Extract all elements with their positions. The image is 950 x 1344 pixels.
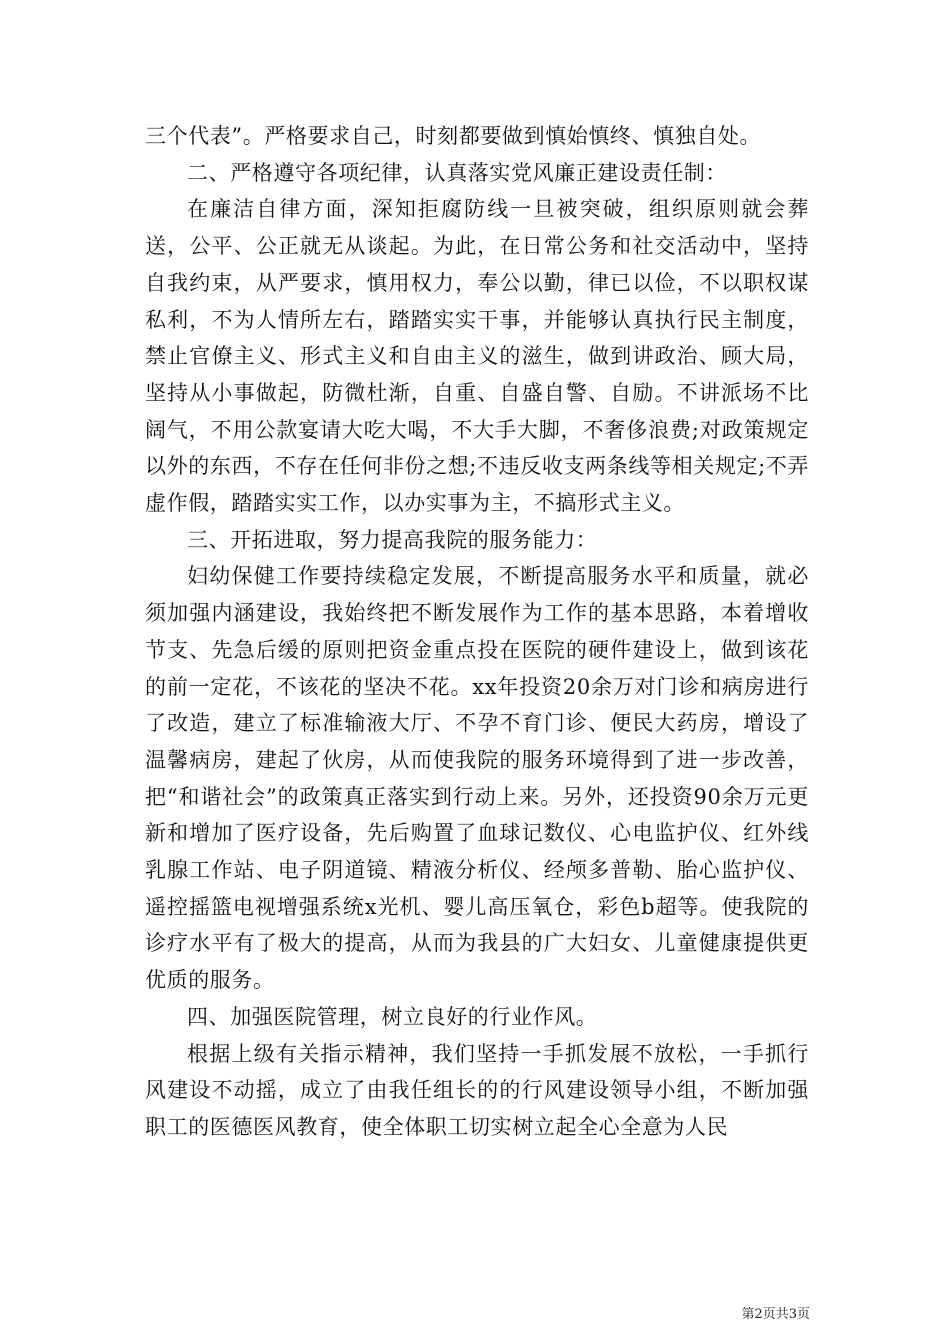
paragraph-service-capacity: 妇幼保健工作要持续稳定发展，不断提高服务水平和质量，就必须加强内涵建设，我始终把不断发展作为工作的基本思路，本着增收节支、先急后缓的原则把资金重点投在医院的硬件建设上，做到该花的前一定花，不该花的坚决不花。xx年投资20余万对门诊和病房进行了改造，建立了标准输液大厅、不孕不育门诊、便民大药房，增设了温馨病房，建起了伙房，从而使我院的服务环境得到了进一步改善，把“和谐社会”的政策真正落实到行动上来。另外，还投资90余万元更新和增加了医疗设备，先后购置了血球记数仪、心电监护仪、红外线乳腺工作站、电子阴道镜、精液分析仪、经颅多普勒、胎心监护仪、遥控摇篮电视增强系统x光机、婴儿高压氧仓，彩色b超等。使我院的诊疗水平有了极大的提高，从而为我县的广大妇女、儿童健康提供更优质的服务。 (145, 564, 809, 993)
paragraph-self-discipline: 在廉洁自律方面，深知拒腐防线一旦被突破，组织原则就会葬送，公平、公正就无从谈起。为此，在日常公务和社交活动中，坚持自我约束，从严要求，慎用权力，奉公以勤，律已以俭，不以职权谋私利，不为人情所左右，踏踏实实干事，并能够认真执行民主制度，禁止官僚主义、形式主义和自由主义的滋生，做到讲政治、顾大局，坚持从小事做起，防微杜渐，自重、自盛自警、自励。不讲派场不比阔气，不用公款宴请大吃大喝，不大手大脚，不奢侈浪费;对政策规定以外的东西，不存在任何非份之想;不违反收支两条线等相关规定;不弄虚作假，踏踏实实工作，以办实事为主，不搞形式主义。 (145, 197, 809, 516)
paragraph-management: 根据上级有关指示精神，我们坚持一手抓发展不放松，一手抓行风建设不动摇，成立了由我任组长的的行风建设领导小组，不断加强职工的医德医风教育，使全体职工切实树立起全心全意为人民 (145, 1041, 809, 1139)
section-heading-2: 二、严格遵守各项纪律，认真落实党风廉正建设责任制： (187, 160, 727, 185)
section-heading-3: 三、开拓进取，努力提高我院的服务能力： (187, 527, 598, 552)
page-number-footer: 第2页共3页 (741, 1307, 810, 1322)
paragraph-continuation: 三个代表”。严格要求自己，时刻都要做到慎始慎终、慎独自处。 (145, 124, 762, 148)
document-body (145, 118, 809, 1146)
section-heading-4: 四、加强医院管理，树立良好的行业作风。 (187, 1004, 598, 1029)
